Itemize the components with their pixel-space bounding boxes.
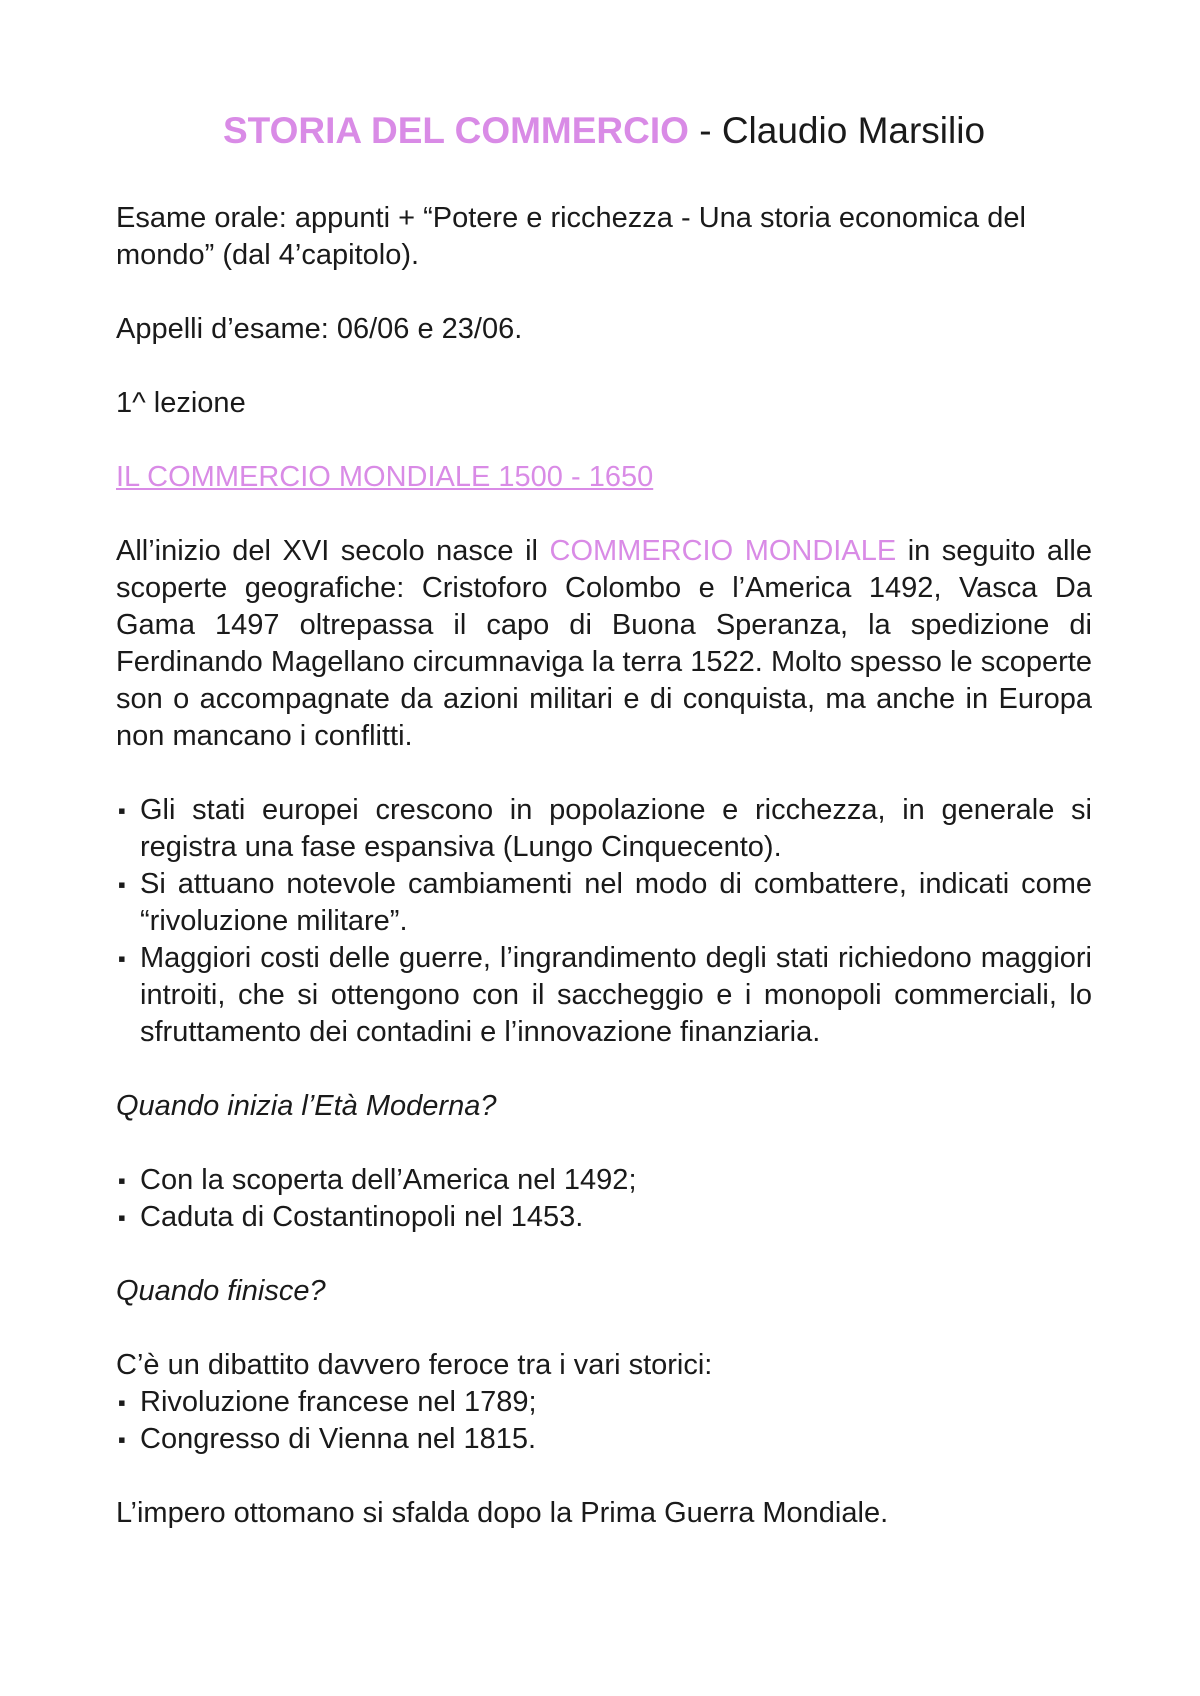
list-item <box>116 940 1092 1051</box>
list-item <box>116 1162 1092 1199</box>
lesson-label: 1^ lezione <box>116 387 246 419</box>
exam-info: Esame orale: appunti + “Potere e ricchezza - Una storia economica del mondo” (dal 4’capitolo). <box>116 202 1026 271</box>
end-bullet-list <box>116 1384 1092 1458</box>
ottoman-text: L’impero ottomano si sfalda dopo la Prima Guerra Mondiale. <box>116 1497 889 1529</box>
intro-before: All’inizio del XVI secolo nasce il <box>116 535 550 567</box>
question-start: Quando inizia l’Età Moderna? <box>116 1090 497 1122</box>
bullet-icon: ▪ <box>118 872 126 897</box>
bullet-icon: ▪ <box>118 946 126 971</box>
list-item-text: Si attuano notevole cambiamenti nel modo di combattere, indicati come “rivoluzione militare”. <box>140 868 1092 937</box>
list-item <box>116 1384 1092 1421</box>
bullet-icon: ▪ <box>118 1168 126 1193</box>
list-item-text: Con la scoperta dell’America nel 1492; <box>140 1164 637 1196</box>
section-heading <box>116 459 1092 496</box>
intro-paragraph <box>116 533 1092 755</box>
title-author: Claudio Marsilio <box>721 110 986 151</box>
list-item-text: Congresso di Vienna nel 1815. <box>140 1423 537 1455</box>
intro-highlight: COMMERCIO MONDIALE <box>549 535 897 567</box>
start-bullet-list <box>116 1162 1092 1236</box>
list-item <box>116 1199 1092 1236</box>
bullet-icon: ▪ <box>118 1205 126 1230</box>
main-bullet-list <box>116 792 1092 1051</box>
exam-dates: Appelli d’esame: 06/06 e 23/06. <box>116 313 523 345</box>
question-end: Quando finisce? <box>116 1275 326 1307</box>
bullet-icon: ▪ <box>118 1427 126 1452</box>
list-item <box>116 1421 1092 1458</box>
document-title <box>116 108 1092 154</box>
title-highlight: STORIA DEL COMMERCIO <box>222 110 689 151</box>
bullet-icon: ▪ <box>118 1390 126 1415</box>
title-separator: - <box>688 110 722 151</box>
debate-text: C’è un dibattito davvero feroce tra i vari storici: <box>116 1349 713 1381</box>
list-item <box>116 792 1092 866</box>
list-item-text: Maggiori costi delle guerre, l’ingrandimento degli stati richiedono maggiori introiti, che si ottengono con il saccheggio e i monopoli commerciali, lo sfruttamento dei contadini e l’innovazione finanziaria. <box>140 942 1092 1048</box>
list-item-text: Rivoluzione francese nel 1789; <box>140 1386 537 1418</box>
intro-after: in seguito alle scoperte geografiche: Cristoforo Colombo e l’America 1492, Vasca Da Gama 1497 oltrepassa il capo di Buona Speranza, la spedizione di Ferdinando Magellano circumnaviga la terra 1522. Molto spesso le scoperte son o accompagnate da azioni militari e di conquista, ma anche in Europa non mancano i conflitti. <box>116 535 1092 752</box>
list-item-text: Gli stati europei crescono in popolazione e ricchezza, in generale si registra una fase espansiva (Lungo Cinquecento). <box>140 794 1092 863</box>
list-item-text: Caduta di Costantinopoli nel 1453. <box>140 1201 584 1233</box>
bullet-icon: ▪ <box>118 798 126 823</box>
section-heading-text: IL COMMERCIO MONDIALE 1500 - 1650 <box>116 461 654 493</box>
document-page <box>116 108 1092 1569</box>
list-item <box>116 866 1092 940</box>
